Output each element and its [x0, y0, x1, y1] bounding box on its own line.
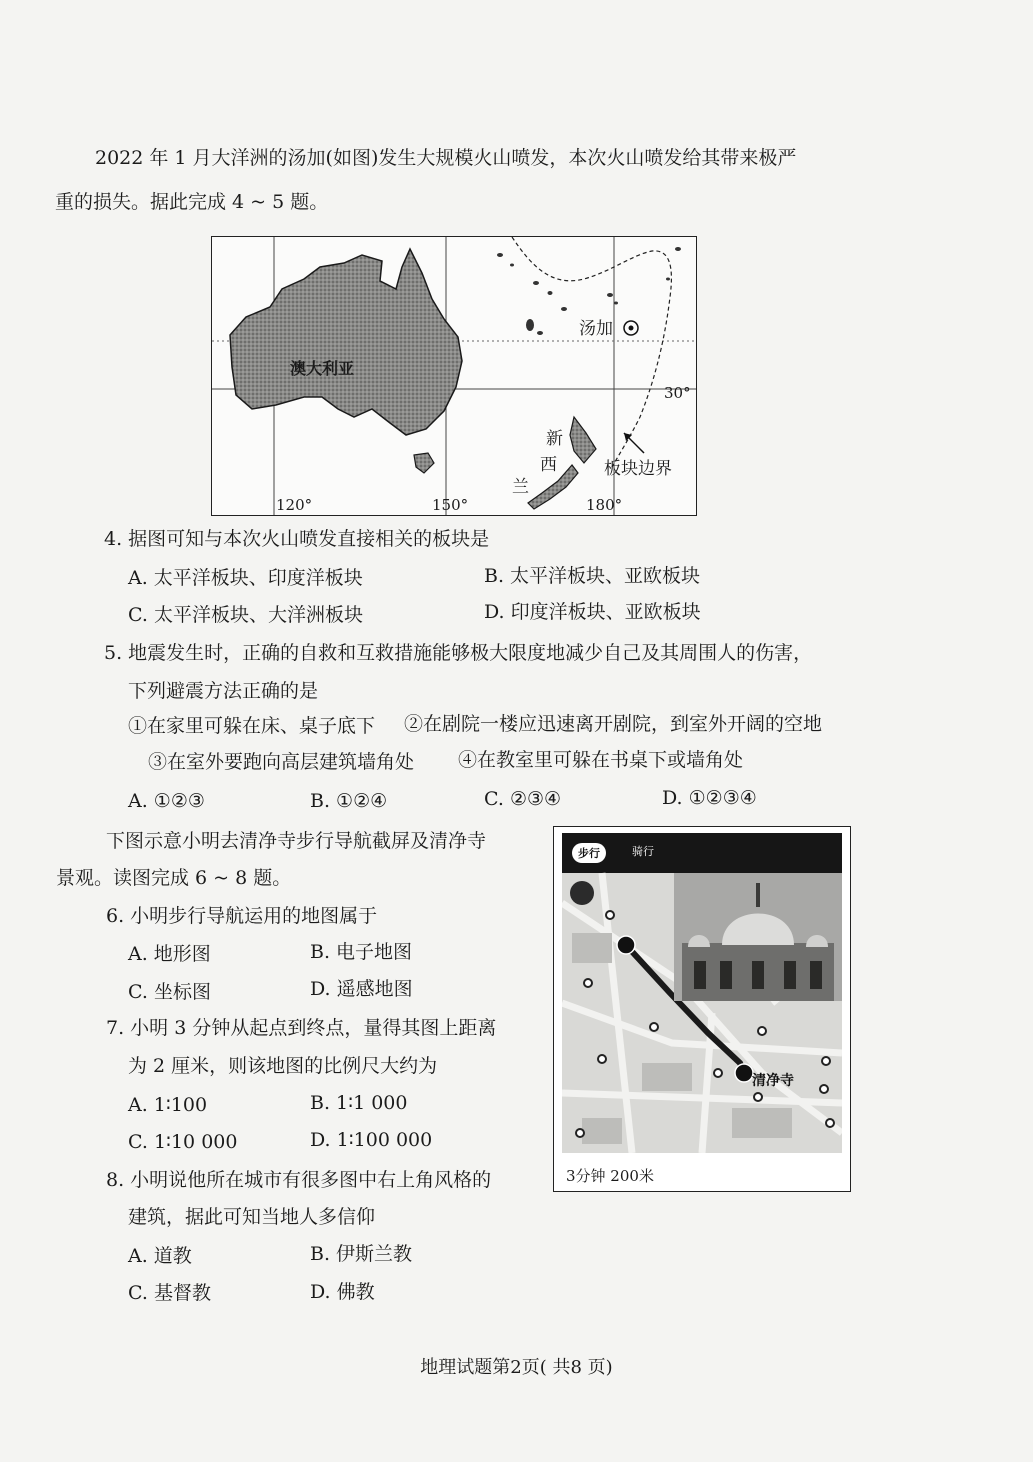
q4-option-b: B. 太平洋板块、亚欧板块	[484, 565, 701, 587]
q6-option-b: B. 电子地图	[310, 941, 413, 963]
q7-option-d: D. 1∶100 000	[310, 1129, 433, 1151]
q8-stem-line-2: 建筑，据此可知当地人多信仰	[128, 1206, 376, 1228]
q6-stem: 6. 小明步行导航运用的地图属于	[106, 905, 378, 927]
q8-option-b: B. 伊斯兰教	[310, 1243, 413, 1265]
destination-label: 清净寺	[752, 1073, 794, 1089]
q5-stem-line-2: 下列避震方法正确的是	[128, 680, 319, 702]
q4-stem: 4. 据图可知与本次火山喷发直接相关的板块是	[104, 528, 490, 550]
q5-item-3: ③在室外要跑向高层建筑墙角处	[148, 751, 415, 773]
q7-stem-line-2: 为 2 厘米，则该地图的比例尺大约为	[128, 1055, 438, 1077]
q4-option-a: A. 太平洋板块、印度洋板块	[128, 567, 363, 589]
intro-line-2: 重的损失。据此完成 4 ~ 5 题。	[55, 191, 329, 213]
australia-landmass	[230, 249, 462, 435]
tasmania	[414, 453, 434, 473]
q7-stem-line-1: 7. 小明 3 分钟从起点到终点，量得其图上距离	[106, 1017, 497, 1039]
q6-option-a: A. 地形图	[128, 943, 211, 965]
tab-walk[interactable]: 步行	[572, 843, 606, 863]
intro2-line-1: 下图示意小明去清净寺步行导航截屏及清净寺	[106, 830, 487, 852]
end-point-icon	[735, 1064, 753, 1082]
map-label-lon-180: 180°	[586, 496, 623, 514]
q5-option-d: D. ①②③④	[662, 787, 757, 809]
map-label-lon-120: 120°	[276, 496, 313, 514]
intro2-line-2: 景观。读图完成 6 ~ 8 题。	[56, 867, 292, 889]
q5-item-4: ④在教室里可躲在书桌下或墙角处	[458, 749, 744, 771]
q6-option-c: C. 坐标图	[128, 981, 211, 1003]
q5-option-a: A. ①②③	[128, 790, 205, 812]
oceania-map-figure	[211, 236, 697, 516]
q5-stem-line-1: 5. 地震发生时，正确的自救和互救措施能够极大限度地减少自己及其周围人的伤害，	[104, 642, 813, 664]
map-label-new: 新	[546, 429, 563, 449]
map-label-australia: 澳大利亚	[290, 359, 355, 378]
q8-option-c: C. 基督教	[128, 1282, 211, 1304]
map-label-lon-150: 150°	[432, 496, 469, 514]
q5-option-c: C. ②③④	[484, 788, 562, 810]
q8-option-d: D. 佛教	[310, 1281, 375, 1303]
compass-icon	[570, 881, 594, 905]
map-label-lan: 兰	[512, 477, 529, 497]
map-label-plate-boundary: 板块边界	[604, 459, 672, 479]
walking-navigation-figure	[553, 826, 851, 1192]
q5-item-1: ①在家里可躲在床、桌子底下	[128, 715, 376, 737]
q4-option-d: D. 印度洋板块、亚欧板块	[484, 601, 701, 623]
map-label-lat-30: 30°	[664, 384, 691, 402]
mosque-building-graphic	[674, 873, 842, 1001]
plate-boundary-line	[512, 237, 671, 467]
start-point-icon	[617, 936, 635, 954]
map-label-tonga: 汤加	[579, 319, 613, 339]
mosque-photo	[674, 873, 842, 1001]
page-footer: 地理试题第2页( 共8 页)	[420, 1357, 613, 1378]
navigation-caption: 3分钟 200米	[566, 1167, 654, 1185]
q5-item-2: ②在剧院一楼应迅速离开剧院，到室外开阔的空地	[404, 713, 823, 735]
q7-option-c: C. 1∶10 000	[128, 1131, 238, 1153]
q4-option-c: C. 太平洋板块、大洋洲板块	[128, 604, 363, 626]
intro-line-1: 2022 年 1 月大洋洲的汤加(如图)发生大规模火山喷发，本次火山喷发给其带来极严	[95, 147, 797, 169]
navigation-screen	[562, 833, 842, 1153]
q7-option-b: B. 1∶1 000	[310, 1092, 408, 1114]
tab-ride[interactable]: 骑行	[632, 845, 654, 858]
q8-option-a: A. 道教	[128, 1245, 192, 1267]
new-zealand-north	[570, 417, 596, 463]
q5-option-b: B. ①②④	[310, 790, 388, 812]
q8-stem-line-1: 8. 小明说他所在城市有很多图中右上角风格的	[106, 1169, 492, 1191]
map-label-west: 西	[540, 455, 557, 475]
q7-option-a: A. 1∶100	[128, 1094, 208, 1116]
q6-option-d: D. 遥感地图	[310, 978, 413, 1000]
